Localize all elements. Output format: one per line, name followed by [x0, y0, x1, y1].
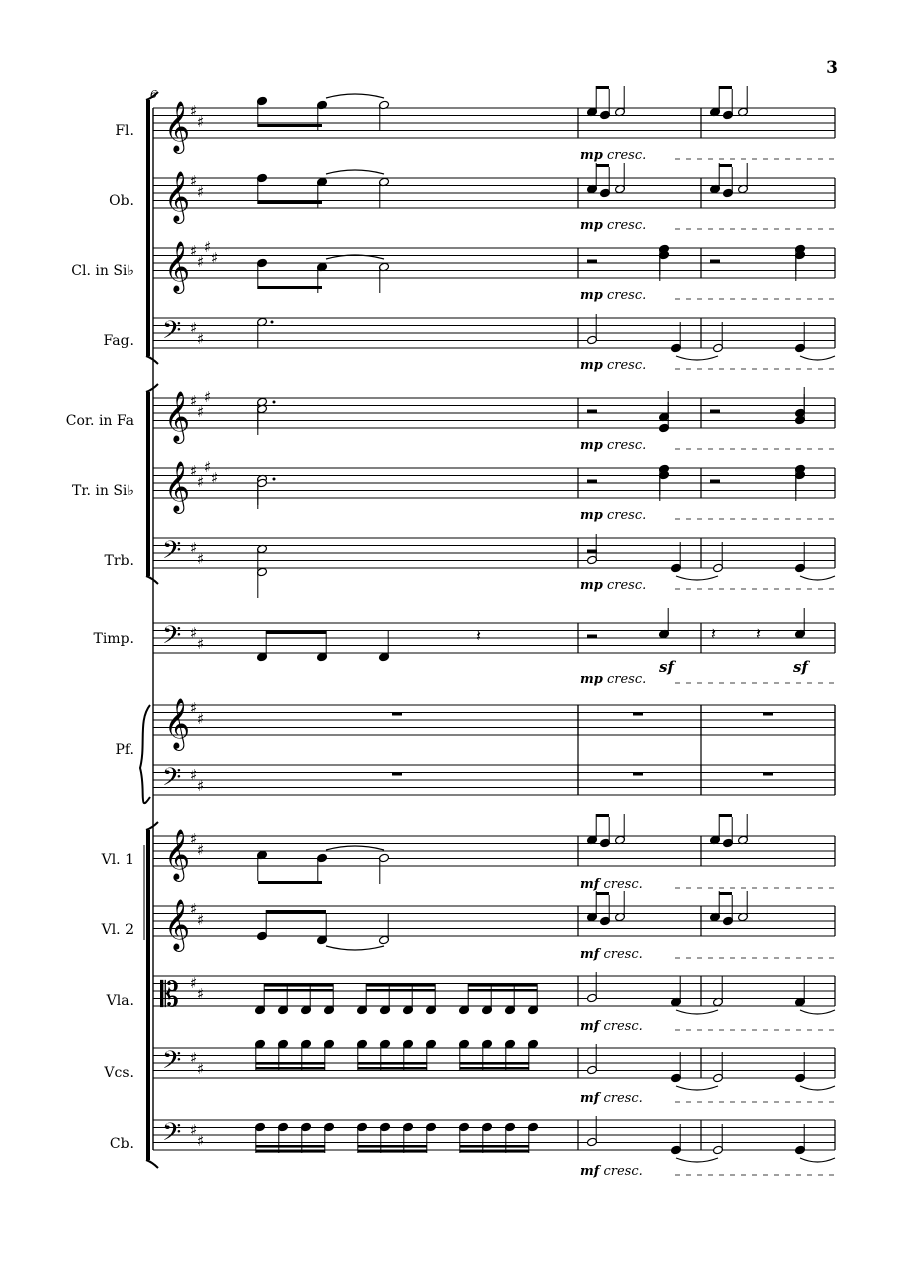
- beam: [264, 984, 333, 987]
- instrument-name-pf: Pf.: [115, 742, 134, 758]
- treble-clef-pf1: 𝄞: [164, 698, 191, 749]
- beam: [596, 892, 609, 895]
- key-signature-sharp: ♯: [197, 183, 205, 201]
- key-signature-sharp: ♯: [197, 473, 205, 491]
- beam: [366, 989, 435, 992]
- dot: [273, 401, 276, 404]
- instrument-name-vcs: Vcs.: [104, 1065, 134, 1081]
- half-rest: [710, 480, 720, 484]
- beam: [460, 1062, 529, 1065]
- whole-rest: [763, 712, 773, 716]
- key-signature-sharp: ♯: [197, 1132, 205, 1150]
- beam: [258, 881, 322, 884]
- half-rest: [587, 410, 597, 414]
- beam: [460, 1150, 529, 1153]
- bass-clef-timp: 𝄢: [162, 621, 182, 656]
- key-signature-sharp: ♯: [190, 539, 198, 557]
- brass-bracket-top: [146, 384, 158, 392]
- beam: [460, 1145, 529, 1148]
- key-signature-sharp: ♯: [197, 710, 205, 728]
- instrument-name-cor: Cor. in Fa: [65, 413, 134, 429]
- instrument-name-cb: Cb.: [109, 1136, 134, 1152]
- beam: [258, 124, 322, 127]
- dynamic-marking-vl1: mf cresc.: [580, 877, 643, 892]
- tie: [326, 170, 384, 174]
- beam: [258, 201, 322, 204]
- brass-bracket: [146, 392, 150, 576]
- quarter-rest: 𝄽: [476, 626, 481, 645]
- quarter-rest: 𝄽: [711, 624, 716, 643]
- tie: [676, 1086, 718, 1090]
- tie: [326, 94, 384, 98]
- beam: [719, 164, 732, 167]
- dynamic-marking-vl2: mf cresc.: [580, 947, 643, 962]
- instrument-name-vl2: Vl. 2: [101, 922, 134, 938]
- instrument-name-vl1: Vl. 1: [101, 852, 134, 868]
- tie: [800, 1010, 835, 1014]
- key-signature-sharp: ♯: [190, 462, 198, 480]
- dynamic-marking-tr: mp cresc.: [580, 508, 647, 523]
- key-signature-sharp: ♯: [190, 392, 198, 410]
- tie: [676, 1010, 718, 1014]
- beam: [596, 164, 609, 167]
- treble-clef-ob: 𝄞: [164, 171, 191, 222]
- half-rest: [710, 260, 720, 264]
- bass-clef-cb: 𝄢: [162, 1118, 182, 1153]
- dynamic-marking-cb: mf cresc.: [580, 1164, 643, 1179]
- key-signature-sharp: ♯: [197, 330, 205, 348]
- instrument-name-timp: Timp.: [93, 631, 134, 647]
- key-signature-sharp: ♯: [197, 550, 205, 568]
- beam: [256, 1067, 325, 1070]
- tie: [800, 1086, 835, 1090]
- dynamic-marking-fl: mp cresc.: [580, 148, 647, 163]
- beam: [258, 286, 322, 289]
- key-signature-sharp: ♯: [190, 900, 198, 918]
- strings-bracket-bottom: [146, 1160, 158, 1168]
- key-signature-sharp: ♯: [197, 1060, 205, 1078]
- woodwind-bracket-bottom: [146, 356, 158, 364]
- tie: [326, 846, 384, 850]
- dot: [273, 478, 276, 481]
- key-signature-sharp: ♯: [197, 635, 205, 653]
- strings-bracket: [146, 830, 150, 1160]
- measure-number: 6: [150, 88, 157, 101]
- key-signature-sharp: ♯: [204, 238, 212, 256]
- key-signature-sharp: ♯: [197, 841, 205, 859]
- half-rest: [587, 260, 597, 264]
- sf-timp-1: sf: [659, 658, 674, 676]
- key-signature-sharp: ♯: [190, 242, 198, 260]
- dynamic-marking-trb: mp cresc.: [580, 578, 647, 593]
- whole-rest: [633, 772, 643, 776]
- tie: [326, 946, 384, 950]
- piano-brace: [140, 705, 150, 803]
- strings-bracket-top: [146, 822, 158, 830]
- beam: [366, 984, 435, 987]
- beam: [468, 989, 537, 992]
- beam: [358, 1067, 427, 1070]
- key-signature-sharp: ♯: [190, 319, 198, 337]
- key-signature-sharp: ♯: [197, 403, 205, 421]
- tie: [800, 576, 835, 580]
- page-number: 3: [826, 58, 838, 78]
- treble-clef-fl: 𝄞: [164, 101, 191, 152]
- beam: [358, 1062, 427, 1065]
- treble-clef-vl2: 𝄞: [164, 899, 191, 950]
- beam: [266, 631, 326, 634]
- bass-clef-trb: 𝄢: [162, 536, 182, 571]
- quarter-rest: 𝄽: [756, 624, 761, 643]
- half-rest: [587, 550, 597, 554]
- beam: [358, 1145, 427, 1148]
- alto-clef-vla: 𝄡: [160, 975, 179, 1015]
- key-signature-sharp: ♯: [211, 249, 219, 267]
- beam: [460, 1067, 529, 1070]
- key-signature-sharp: ♯: [190, 699, 198, 717]
- key-signature-sharp: ♯: [190, 830, 198, 848]
- dynamic-marking-timp: mp cresc.: [580, 672, 647, 687]
- dynamic-marking-vcs: mf cresc.: [580, 1091, 643, 1106]
- bass-clef-vcs: 𝄢: [162, 1046, 182, 1081]
- beam: [358, 1150, 427, 1153]
- key-signature-sharp: ♯: [190, 1049, 198, 1067]
- tie: [800, 1158, 835, 1162]
- beam: [256, 1062, 325, 1065]
- key-signature-sharp: ♯: [204, 458, 212, 476]
- beam: [719, 814, 732, 817]
- woodwind-bracket: [146, 100, 150, 356]
- treble-clef-tr: 𝄞: [164, 461, 191, 512]
- instrument-name-cl: Cl. in Si♭: [71, 263, 134, 279]
- instrument-name-tr: Tr. in Si♭: [71, 483, 134, 499]
- dynamic-marking-cl: mp cresc.: [580, 288, 647, 303]
- key-signature-sharp: ♯: [190, 624, 198, 642]
- key-signature-sharp: ♯: [190, 102, 198, 120]
- whole-rest: [392, 772, 402, 776]
- sf-timp-2: sf: [793, 658, 808, 676]
- woodwind-bracket-top: [146, 92, 158, 100]
- tie: [676, 576, 718, 580]
- tie: [800, 356, 835, 360]
- treble-clef-cor: 𝄞: [164, 391, 191, 442]
- bass-clef-pf2: 𝄢: [162, 763, 182, 798]
- whole-rest: [392, 712, 402, 716]
- key-signature-sharp: ♯: [190, 766, 198, 784]
- beam: [266, 910, 326, 913]
- whole-rest: [633, 712, 643, 716]
- beam: [264, 989, 333, 992]
- tie: [676, 356, 718, 360]
- key-signature-sharp: ♯: [190, 974, 198, 992]
- beam: [596, 86, 609, 89]
- treble-clef-cl: 𝄞: [164, 241, 191, 292]
- dynamic-marking-cor: mp cresc.: [580, 438, 647, 453]
- instrument-name-fl: Fl.: [115, 123, 134, 139]
- key-signature-sharp: ♯: [190, 172, 198, 190]
- whole-rest: [763, 772, 773, 776]
- beam: [596, 814, 609, 817]
- beam: [719, 86, 732, 89]
- brass-bracket-bottom: [146, 576, 158, 584]
- key-signature-sharp: ♯: [204, 388, 212, 406]
- beam: [256, 1145, 325, 1148]
- instrument-name-ob: Ob.: [109, 193, 134, 209]
- key-signature-sharp: ♯: [197, 985, 205, 1003]
- instrument-name-trb: Trb.: [104, 553, 134, 569]
- bass-clef-fag: 𝄢: [162, 316, 182, 351]
- half-rest: [587, 635, 597, 639]
- dynamic-marking-vla: mf cresc.: [580, 1019, 643, 1034]
- tie: [676, 1158, 718, 1162]
- instrument-name-fag: Fag.: [103, 333, 134, 349]
- key-signature-sharp: ♯: [197, 253, 205, 271]
- key-signature-sharp: ♯: [197, 777, 205, 795]
- key-signature-sharp: ♯: [197, 911, 205, 929]
- half-rest: [710, 410, 720, 414]
- instrument-name-vla: Vla.: [106, 993, 134, 1009]
- beam: [256, 1150, 325, 1153]
- dynamic-marking-fag: mp cresc.: [580, 358, 647, 373]
- dot: [271, 321, 274, 324]
- key-signature-sharp: ♯: [190, 1121, 198, 1139]
- key-signature-sharp: ♯: [211, 469, 219, 487]
- beam: [468, 984, 537, 987]
- beam: [719, 892, 732, 895]
- dynamic-marking-ob: mp cresc.: [580, 218, 647, 233]
- key-signature-sharp: ♯: [197, 113, 205, 131]
- half-rest: [587, 480, 597, 484]
- treble-clef-vl1: 𝄞: [164, 829, 191, 880]
